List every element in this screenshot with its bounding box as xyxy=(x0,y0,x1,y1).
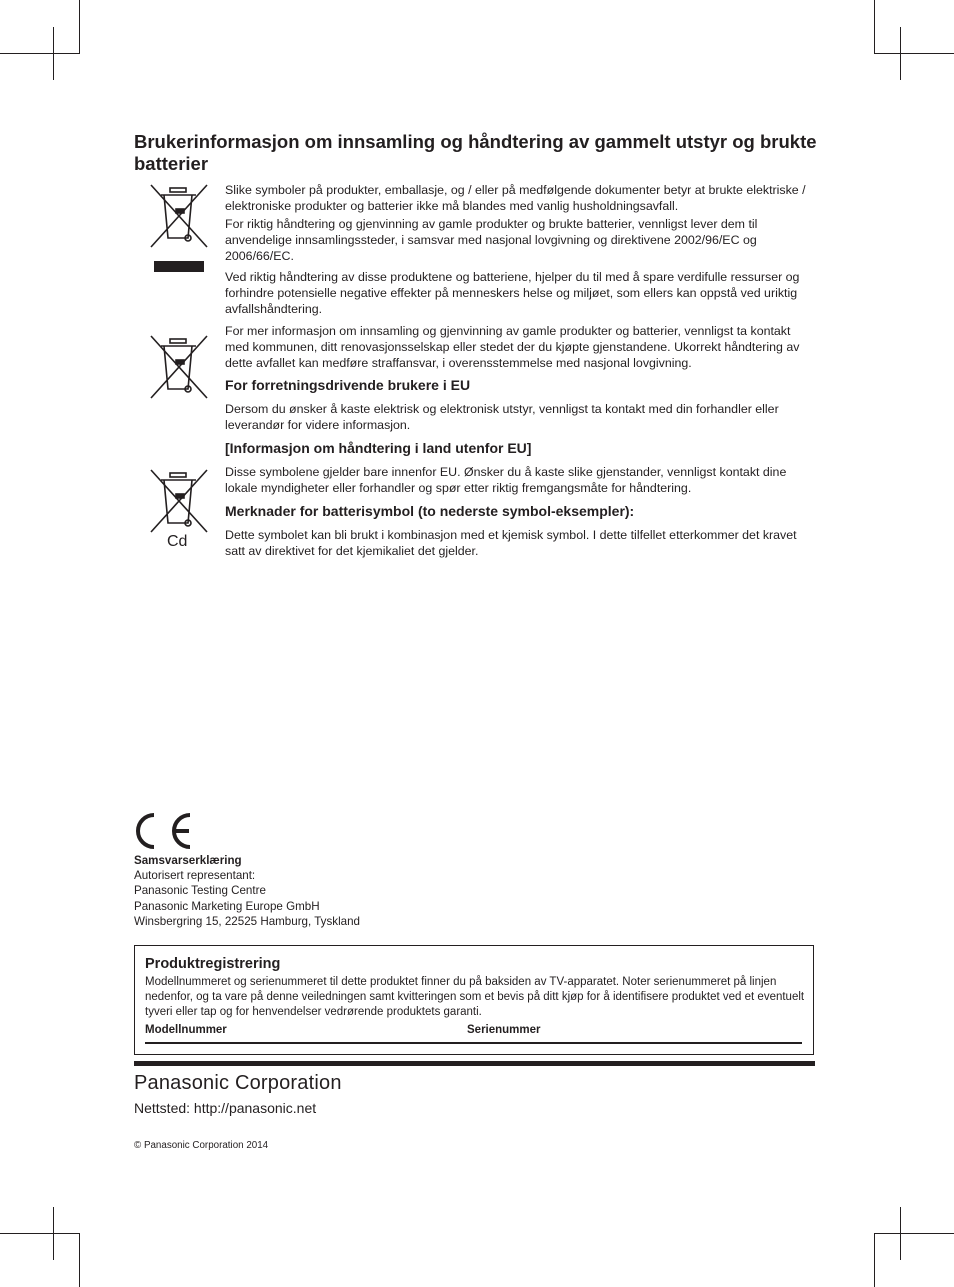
paragraph: For mer informasjon om innsamling og gjenvinning av gamle produkter og batterier, vennligst ta kontakt med kommunen, ditt renovasjonsselskap eller stedet der du kjøpte gjenstandene. Ukorrekt håndtering av dette avfallet kan medføre straffansvar, i overensstemmelse med nasjonal lovgivning. xyxy=(225,324,800,370)
crop-mark xyxy=(79,1233,80,1287)
crop-mark xyxy=(27,1233,80,1234)
paragraph: Disse symbolene gjelder bare innenfor EU. Ønsker du å kaste slike gjenstander, vennligst kontakt dine lokale myndigheter eller forhandler og spør etter riktig fremgangsmåte for håndtering. xyxy=(225,465,787,495)
conformity-line: Panasonic Marketing Europe GmbH xyxy=(134,899,320,913)
website-text: Nettsted: http://panasonic.net xyxy=(134,1100,317,1116)
paragraph: Ved riktig håndtering av disse produktene og batteriene, hjelper du til med å spare verdifulle ressurser og forhindre potensielle negative effekter på menneskers helse og miljøet, som ellers kan oppstå ved uriktig avfallshåndtering. xyxy=(225,270,800,316)
serial-number-label: Serienummer xyxy=(467,1024,541,1036)
crop-mark xyxy=(900,27,901,80)
crossed-out-wheelie-bin-icon xyxy=(148,182,210,277)
crop-mark xyxy=(79,0,80,54)
subheading: For forretningsdrivende brukere i EU xyxy=(225,377,471,393)
copyright-text: © Panasonic Corporation 2014 xyxy=(134,1140,269,1151)
crop-mark xyxy=(900,1207,901,1260)
paragraph: Dersom du ønsker å kaste elektrisk og elektronisk utstyr, vennligst ta kontakt med din forhandler eller leverandør for videre informasjon. xyxy=(225,402,779,432)
subheading: [Informasjon om håndtering i land utenfor EU] xyxy=(225,440,532,456)
product-registration-box xyxy=(134,945,814,1055)
crop-mark xyxy=(874,53,954,54)
conformity-title: Samsvarserklæring xyxy=(134,854,242,867)
crossed-out-wheelie-bin-icon xyxy=(148,333,210,401)
conformity-line: Winsbergring 15, 22525 Hamburg, Tyskland xyxy=(134,914,360,928)
model-number-label: Modellnummer xyxy=(145,1024,227,1036)
divider-bar xyxy=(134,1061,815,1066)
chemical-symbol-label: Cd xyxy=(167,533,188,550)
registration-title: Produktregistrering xyxy=(145,956,281,972)
paragraph: Slike symboler på produkter, emballasje, og / eller på medfølgende dokumenter betyr at brukte elektriske / elektroniske produkter og batterier ikke må blandes med vanlig husholdningsavfall. xyxy=(225,183,806,213)
crop-mark xyxy=(874,1233,875,1287)
crop-mark xyxy=(874,1233,954,1234)
registration-write-line[interactable] xyxy=(145,1042,802,1044)
registration-text: Modellnummeret og serienummeret til dette produktet finner du på baksiden av TV-apparatet. Noter serienummeret på linjen nedenfor, og ta vare på denne veiledningen samt kvitteringen som et bevis på ditt kjøp for å identifisere produktet ved et eventuelt tyveri eller tap og for henvendelser vedrørende produktets garanti. xyxy=(145,976,805,1018)
conformity-declaration xyxy=(134,853,360,929)
crossed-out-wheelie-bin-icon xyxy=(148,467,210,535)
brand-name: Panasonic Corporation xyxy=(134,1072,342,1094)
conformity-line: Panasonic Testing Centre xyxy=(134,884,266,898)
crop-mark xyxy=(874,0,875,54)
crop-mark xyxy=(27,53,80,54)
ce-mark-icon xyxy=(133,811,195,851)
page-heading: Brukerinformasjon om innsamling og håndtering av gammelt utstyr og brukte batterier xyxy=(134,131,817,174)
paragraph: For riktig håndtering og gjenvinning av gamle produkter og brukte batterier, vennligst lever dem til anvendelige innsamlingssteder, i samsvar med nasjonal lovgivning og direktivene 2002/96/EC og 2006/66/EC. xyxy=(225,217,758,263)
conformity-line: Autorisert representant: xyxy=(134,869,256,883)
subheading: Merknader for batterisymbol (to nederste symbol-eksempler): xyxy=(225,503,635,519)
paragraph: Dette symbolet kan bli brukt i kombinasjon med et kjemisk symbol. I dette tilfellet etterkommer det kravet satt av direktivet for det kjemikaliet det gjelder. xyxy=(225,528,797,558)
